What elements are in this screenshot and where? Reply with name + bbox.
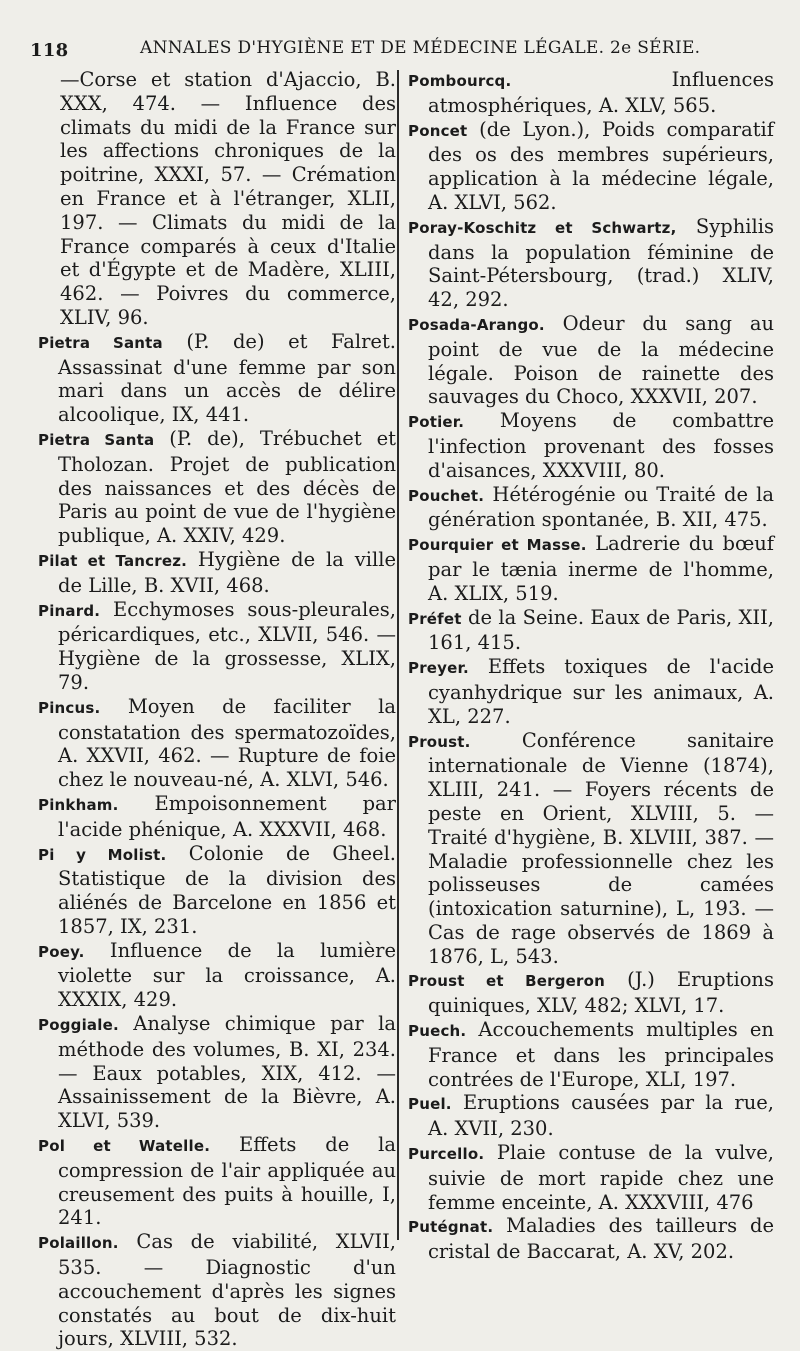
entry-author: Posada-Arango. [408,315,545,334]
index-entry [408,68,774,118]
page-number: 118 [30,40,69,61]
column-divider [397,70,399,1240]
entry-text: Effets toxiques de l'acide cyanhydrique sur les animaux, A. XL, 227. [428,655,774,728]
entry-author: Pinkham. [38,795,119,814]
entry-text: Hygiène de la ville de Lille, B. XVII, 468. [58,547,397,597]
entry-text: (P. de), Trébuchet et Tholozan. Projet de publication des naissances et des décès de Paris au point de vue de l'hygiène publique, A. XXIV, 429. [58,426,396,548]
index-entry [38,792,396,842]
entry-author: Poey. [38,942,85,961]
entry-author: Pombourcq. [408,72,512,90]
entry-text: (J.) Eruptions quiniques, XLV, 482; XLVI, 17. [428,968,774,1018]
left-column [38,68,397,1351]
running-title: ANNALES D'HYGIÈNE ET DE MÉDECINE LÉGALE. 2e SÉRIE. [140,38,701,58]
index-entry [38,939,396,1012]
entry-author: Pincus. [38,698,101,717]
entry-author: Poncet [408,121,468,140]
entry-text: Cas de viabilité, XLVII, 535. — Diagnostic d'un accouchement d'après les signes constatés au bout de dix-huit jours, XLVIII, 532. [58,1230,396,1351]
index-entry [408,655,774,728]
entry-author: Pietra Santa [38,333,163,352]
index-entry [408,312,774,409]
index-entry [408,968,774,1018]
index-entry [408,1018,774,1091]
index-entry [38,548,396,598]
index-entry [38,1230,396,1351]
entry-text: (de Lyon.), Poids comparatif des os des membres supérieurs, application à la médecine légale, A. XLVI, 562. [428,117,774,214]
entry-text: —Corse et station d'Ajaccio, B. XXX, 474. — Influence des climats du midi de la France sur les affections chroniques de la poitrine, XXXI, 57. — Crémation en France et à l'étranger, XLII, 197. — Climats du midi de la France comparés à ceux d'Italie et d'Égypte et de Madère, XLIII, 462. — Poivres du commerce, XLIV, 96. [60,68,396,329]
index-entry [408,606,774,656]
index-entry [38,330,396,427]
right-column [408,68,775,1264]
entry-text: (P. de) et Falret. Assassinat d'une femme par son mari dans un accès de délire alcoolique, IX, 441. [58,329,396,427]
index-entry [408,729,774,969]
entry-text: Ecchymoses sous-pleurales, péricardiques, etc., XLVII, 546. — Hygiène de la grossesse, XLIX, 79. [58,597,396,694]
index-entry [408,1214,774,1264]
entry-author: Proust. [408,732,471,751]
entry-text: Hétérogénie ou Traité de la génération spontanée, B. XII, 475. [428,482,774,532]
index-entry [408,1141,774,1214]
entry-text: Colonie de Gheel. Statistique de la division des aliénés de Barcelone en 1856 et 1857, IX, 231. [58,841,396,938]
entry-author: Potier. [408,413,465,432]
index-entry [408,215,774,312]
entry-text: Influence de la lumière violette sur la croissance, A. XXXIX, 429. [58,938,396,1012]
entry-author: Pol et Watelle. [38,1137,211,1156]
index-entry [38,842,396,939]
entry-author: Pourquier et Masse. [408,536,587,555]
entry-text: Plaie contuse de la vulve, suivie de mort rapide chez une femme enceinte, A. XXXVIII, 476 [428,1141,775,1214]
entry-text: Empoisonnement par l'acide phénique, A. XXXVII, 468. [58,791,396,841]
entry-author: Pi y Molist. [38,845,167,864]
entry-author: Poggiale. [38,1016,119,1035]
entry-text: de la Seine. Eaux de Paris, XII, 161, 415. [428,605,774,655]
entry-author: Puel. [408,1095,452,1114]
index-entry [38,1133,396,1230]
entry-text: Influences atmosphériques, A. XLV, 565. [428,68,774,117]
index-entry [38,1012,396,1133]
entry-author: Purcello. [408,1145,485,1164]
entry-author: Putégnat. [408,1218,494,1237]
index-entry [408,483,774,533]
entry-text: Moyens de combattre l'infection provenant des fosses d'aisances, XXXVIII, 80. [428,409,774,482]
entry-text: Maladies des tailleurs de cristal de Baccarat, A. XV, 202. [428,1214,775,1264]
entry-author: Puech. [408,1022,467,1041]
entry-text: Odeur du sang au point de vue de la médecine légale. Poison de rainette des sauvages du Choco, XXXVII, 207. [428,311,774,409]
index-entry [408,1091,774,1141]
index-entry [38,68,396,330]
entry-author: Proust et Bergeron [408,972,606,991]
index-entry [38,598,396,695]
entry-author: Preyer. [408,659,469,678]
entry-text: Eruptions causées par la rue, A. XVII, 230. [428,1091,774,1141]
entry-author: Pilat et Tancrez. [38,551,188,570]
entry-author: Préfet [408,609,462,628]
entry-text: Accouchements multiples en France et dans les principales contrées de l'Europe, XLI, 197. [428,1018,774,1091]
entry-author: Poray-Koschitz et Schwartz, [408,218,677,237]
entry-author: Pouchet. [408,486,485,505]
index-entry [408,118,774,215]
index-entry [408,409,774,482]
entry-author: Pinard. [38,601,101,620]
entry-text: Moyen de faciliter la constatation des spermatozoïdes, A. XXVII, 462. — Rupture de foie chez le nouveau-né, A. XLVI, 546. [58,694,396,792]
entry-text: Syphilis dans la population féminine de Saint-Pétersbourg, (trad.) XLIV, 42, 292. [428,214,774,312]
entry-text: Analyse chimique par la méthode des volumes, B. XI, 234. — Eaux potables, XIX, 412. — Assainissement de la Bièvre, A. XLVI, 539. [58,1012,396,1133]
entry-text: Ladrerie du bœuf par le tænia inerme de l'homme, A. XLIX, 519. [428,532,774,605]
entry-author: Pietra Santa [38,430,155,449]
index-entry [38,695,396,792]
entry-author: Polaillon. [38,1234,119,1253]
page-header [30,30,770,64]
index-entry [408,532,774,605]
index-entry [38,427,396,548]
entry-text: Effets de la compression de l'air appliquée au creusement des puits à houille, I, 241. [58,1133,396,1230]
entry-text: Conférence sanitaire internationale de Vienne (1874), XLIII, 241. — Foyers récents de peste en Orient, XLVIII, 5. — Traité d'hygiène, B. XLVIII, 387. — Maladie professionnelle chez les polisseuses de camées (intoxication saturnine), L, 193. — Cas de rage observés de 1869 à 1876, L, 543. [428,728,775,968]
